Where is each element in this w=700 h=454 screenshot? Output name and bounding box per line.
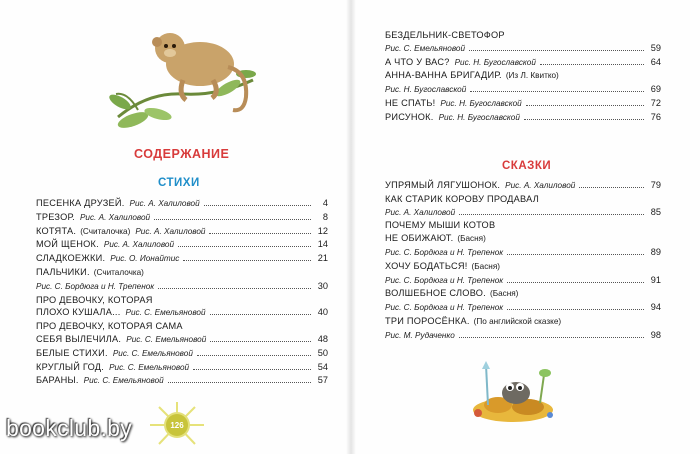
entry-page: 48: [317, 333, 328, 344]
entry-title: ПЛОХО КУШАЛА...: [36, 307, 121, 318]
entry-page: 91: [650, 274, 661, 285]
toc-entry-sub[interactable]: [385, 329, 661, 343]
toc-entry[interactable]: [385, 97, 661, 111]
entry-note: (Считалочка): [93, 267, 144, 277]
entry-artist: Рис. С. Емельяновой: [125, 308, 206, 318]
dot-leader: [204, 205, 311, 206]
toc-entry[interactable]: [385, 260, 661, 274]
entry-page: 50: [317, 347, 328, 358]
toc-entry-sub[interactable]: [385, 301, 661, 315]
toc-tales-list: [385, 179, 661, 343]
book-gutter: [346, 0, 356, 454]
dot-leader: [209, 233, 311, 234]
section-poems-title: СТИХИ: [158, 177, 200, 189]
entry-artist: Рис. С. Емельяновой: [83, 376, 164, 386]
entry-page: 72: [650, 97, 661, 108]
dot-leader: [183, 260, 311, 261]
toc-poems-continued: [385, 29, 661, 125]
entry-page: 59: [650, 42, 661, 53]
toc-entry[interactable]: [385, 111, 661, 125]
entry-artist: Рис. С. Бордюга и Н. Трепенок: [385, 247, 504, 257]
entry-note: (Басня): [457, 234, 486, 244]
entry-page: 4: [322, 198, 328, 208]
toc-entry[interactable]: [385, 69, 661, 83]
entry-title: НЕ ОБИЖАЮТ.: [385, 233, 454, 244]
entry-artist: Рис. С. Бордюга и Н. Трепенок: [385, 275, 504, 285]
entry-note: (Басня): [471, 261, 500, 271]
dot-leader: [507, 254, 644, 255]
toc-entry[interactable]: [385, 193, 661, 206]
toc-entry[interactable]: [36, 266, 328, 280]
dot-leader: [459, 214, 644, 215]
entry-artist: Рис. А. Халиловой: [79, 212, 151, 222]
entry-page: 85: [650, 206, 661, 217]
entry-artist: Рис. А. Халиловой: [385, 207, 456, 217]
toc-entry[interactable]: [385, 232, 661, 246]
entry-title-line1: ПРО ДЕВОЧКУ, КОТОРАЯ САМА: [36, 321, 183, 332]
entry-note: (Басня): [489, 289, 519, 299]
entry-page: 14: [317, 239, 328, 250]
entry-title: ТРЕЗОР.: [36, 211, 75, 222]
entry-title: А ЧТО У ВАС?: [385, 56, 450, 67]
entry-artist: Рис. С. Емельяновой: [385, 43, 466, 53]
toc-entry-sub[interactable]: [385, 274, 661, 288]
entry-page: 57: [317, 375, 328, 386]
entry-page: 54: [317, 361, 328, 372]
entry-artist: Рис. С. Емельяновой: [126, 334, 207, 344]
dot-leader: [210, 314, 311, 315]
entry-page: 98: [650, 329, 661, 340]
entry-page: 64: [650, 56, 661, 67]
entry-artist: Рис. А. Халиловой: [505, 181, 576, 190]
dot-leader: [158, 288, 311, 289]
entry-title: МОЙ ЩЕНОК.: [36, 239, 99, 250]
entry-page: 30: [317, 280, 328, 291]
entry-title: КАК СТАРИК КОРОВУ ПРОДАВАЛ: [385, 193, 539, 204]
entry-title: КРУГЛЫЙ ГОД.: [36, 361, 105, 372]
monkey-illustration: [108, 22, 258, 132]
section-tales-title: СКАЗКИ: [502, 160, 552, 172]
entry-title: ПЕСЕНКА ДРУЗЕЙ.: [36, 198, 125, 208]
dot-leader: [469, 50, 644, 51]
entry-artist: Рис. Н. Бугославской: [454, 57, 536, 67]
entry-title: БАРАНЫ.: [36, 375, 79, 386]
watermark-text: bookclub.by: [6, 415, 133, 441]
toc-entry[interactable]: [36, 306, 328, 320]
toc-entry[interactable]: [385, 287, 661, 301]
dot-leader: [524, 119, 644, 120]
toc-entry[interactable]: [36, 197, 328, 211]
entry-title: СЕБЯ ВЫЛЕЧИЛА.: [36, 333, 122, 344]
entry-artist: Рис. С. Бордюга и Н. Трепенок: [36, 281, 155, 291]
toc-entry[interactable]: [385, 56, 661, 70]
entry-note: (Из Л. Квитко): [505, 71, 559, 81]
toc-entry[interactable]: [36, 238, 328, 252]
toc-entry-sub[interactable]: [36, 280, 328, 294]
entry-artist: Рис. О. Ионайтис: [110, 254, 180, 264]
entry-artist: Рис. С. Емельяновой: [109, 362, 190, 372]
dot-leader: [210, 341, 311, 342]
toc-entry[interactable]: [385, 219, 661, 232]
entry-title: СЛАДКОЕЖКИ.: [36, 253, 106, 264]
entry-page: 12: [317, 225, 328, 236]
toc-entry[interactable]: [36, 333, 328, 347]
toc-entry[interactable]: [385, 29, 661, 42]
entry-note: (Считалочка): [80, 226, 131, 236]
contents-title: СОДЕРЖАНИЕ: [134, 147, 230, 161]
toc-entry[interactable]: [36, 361, 328, 375]
dot-leader: [154, 219, 311, 220]
entry-title: АННА-ВАННА БРИГАДИР.: [385, 70, 502, 81]
dot-leader: [579, 187, 644, 188]
entry-page: 79: [650, 180, 661, 190]
dot-leader: [470, 91, 644, 92]
entry-page: 8: [322, 211, 328, 222]
entry-artist: Рис. Н. Бугославской: [440, 98, 522, 108]
entry-title: НЕ СПАТЬ!: [385, 97, 436, 108]
entry-artist: Рис. Н. Бугославской: [438, 112, 520, 122]
toc-entry[interactable]: [385, 315, 661, 329]
dot-leader: [459, 337, 644, 338]
dot-leader: [507, 282, 644, 283]
entry-artist: Рис. Н. Бугославской: [385, 85, 467, 95]
toc-entry[interactable]: [36, 347, 328, 361]
entry-title: ВОЛШЕБНОЕ СЛОВО.: [385, 288, 486, 299]
toc-entry[interactable]: [36, 211, 328, 225]
entry-page: 21: [317, 253, 328, 264]
page-number-badge: 126: [166, 414, 188, 436]
toc-entry[interactable]: [36, 252, 328, 266]
entry-page: 76: [650, 111, 661, 122]
entry-page: 40: [317, 307, 328, 318]
entry-title: БЕЗДЕЛЬНИК-СВЕТОФОР: [385, 30, 505, 40]
entry-title: ПАЛЬЧИКИ.: [36, 266, 90, 277]
entry-artist: Рис. С. Бордюга и Н. Трепенок: [385, 303, 504, 313]
toc-entry[interactable]: [36, 225, 328, 239]
toc-entry[interactable]: [36, 294, 328, 307]
toc-poems-list: [36, 197, 328, 388]
entry-artist: Рис. А. Халиловой: [103, 240, 175, 250]
entry-title: ТРИ ПОРОСЁНКА.: [385, 315, 470, 326]
toc-entry[interactable]: [385, 179, 661, 193]
entry-page: 69: [650, 84, 661, 95]
toc-entry-sub[interactable]: [385, 206, 661, 220]
entry-artist: Рис. М. Рудаченко: [385, 330, 455, 340]
toc-entry-sub[interactable]: [385, 42, 661, 56]
dot-leader: [168, 382, 311, 383]
toc-entry[interactable]: [36, 374, 328, 388]
entry-title: КОТЯТА.: [36, 225, 77, 236]
entry-artist: Рис. А. Халиловой: [129, 199, 200, 208]
dot-leader: [507, 309, 644, 310]
entry-note: (По английской сказке): [473, 316, 562, 326]
frog-illustration: [458, 355, 568, 425]
toc-entry[interactable]: [36, 320, 328, 333]
entry-title-line1: ПРО ДЕВОЧКУ, КОТОРАЯ: [36, 294, 153, 305]
dot-leader: [540, 64, 644, 65]
entry-page: 89: [650, 246, 661, 257]
dot-leader: [193, 369, 311, 370]
entry-title: УПРЯМЫЙ ЛЯГУШОНОК.: [385, 180, 501, 190]
entry-artist: Рис. С. Емельяновой: [112, 348, 193, 358]
entry-artist: Рис. А. Халиловой: [135, 226, 206, 236]
dot-leader: [197, 355, 311, 356]
dot-leader: [526, 105, 644, 106]
entry-page: 94: [650, 302, 661, 313]
entry-title: РИСУНОК.: [385, 111, 434, 122]
entry-title: БЕЛЫЕ СТИХИ.: [36, 347, 108, 358]
toc-entry-sub[interactable]: [385, 83, 661, 97]
entry-title: ХОЧУ БОДАТЬСЯ!: [385, 260, 468, 271]
entry-title-line1: ПОЧЕМУ МЫШИ КОТОВ: [385, 220, 496, 231]
dot-leader: [178, 246, 311, 247]
toc-entry-sub[interactable]: [385, 246, 661, 260]
